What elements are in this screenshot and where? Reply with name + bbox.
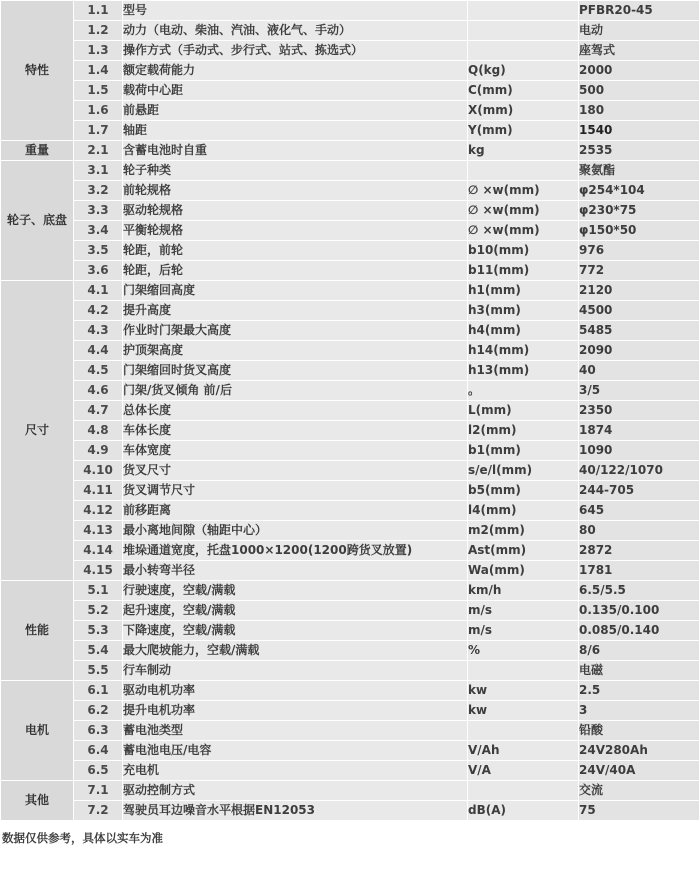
- row-value: 40: [579, 361, 699, 380]
- table-row: [1, 401, 699, 420]
- row-unit: l2(mm): [468, 421, 578, 440]
- table-row: [1, 21, 699, 40]
- row-label: 前移距离: [123, 501, 467, 520]
- row-unit: [468, 661, 578, 680]
- row-value: 1090: [579, 441, 699, 460]
- row-value: 772: [579, 261, 699, 280]
- table-row: [1, 361, 699, 380]
- row-code: 4.9: [74, 441, 122, 460]
- row-unit: m/s: [468, 601, 578, 620]
- row-label: 提升电机功率: [123, 701, 467, 720]
- table-row: [1, 61, 699, 80]
- row-group-label: 特性: [1, 1, 73, 140]
- row-label: 载荷中心距: [123, 81, 467, 100]
- row-label: 轴距: [123, 121, 467, 140]
- row-value: 180: [579, 101, 699, 120]
- table-row: [1, 761, 699, 780]
- row-unit: b11(mm): [468, 261, 578, 280]
- row-label: 行车制动: [123, 661, 467, 680]
- row-code: 1.1: [74, 1, 122, 20]
- row-code: 2.1: [74, 141, 122, 160]
- row-unit: km/h: [468, 581, 578, 600]
- row-code: 1.4: [74, 61, 122, 80]
- row-code: 4.10: [74, 461, 122, 480]
- table-row: [1, 241, 699, 260]
- row-code: 3.2: [74, 181, 122, 200]
- row-label: 轮距，前轮: [123, 241, 467, 260]
- row-code: 4.15: [74, 561, 122, 580]
- row-code: 4.3: [74, 321, 122, 340]
- row-value: 1540: [579, 121, 699, 140]
- row-value: 2090: [579, 341, 699, 360]
- row-label: 含蓄电池时自重: [123, 141, 467, 160]
- table-row: [1, 261, 699, 280]
- row-code: 1.3: [74, 41, 122, 60]
- row-value: 1781: [579, 561, 699, 580]
- table-row: [1, 441, 699, 460]
- table-row: [1, 741, 699, 760]
- table-row: [1, 1, 699, 20]
- row-group-label: 尺寸: [1, 281, 73, 580]
- row-unit: ∅ ×w(mm): [468, 221, 578, 240]
- row-value: 座驾式: [579, 41, 699, 60]
- row-unit: 。: [468, 381, 578, 400]
- row-code: 5.3: [74, 621, 122, 640]
- row-code: 4.13: [74, 521, 122, 540]
- row-code: 6.5: [74, 761, 122, 780]
- row-code: 3.4: [74, 221, 122, 240]
- table-row: [1, 41, 699, 60]
- row-code: 6.1: [74, 681, 122, 700]
- row-code: 4.1: [74, 281, 122, 300]
- row-code: 6.2: [74, 701, 122, 720]
- row-code: 5.1: [74, 581, 122, 600]
- row-unit: b5(mm): [468, 481, 578, 500]
- row-value: φ230*75: [579, 201, 699, 220]
- row-label: 车体长度: [123, 421, 467, 440]
- table-row: [1, 681, 699, 700]
- row-value: 645: [579, 501, 699, 520]
- row-code: 4.4: [74, 341, 122, 360]
- row-label: 驾驶员耳边噪音水平根据EN12053: [123, 801, 467, 820]
- row-value: φ254*104: [579, 181, 699, 200]
- row-code: 4.12: [74, 501, 122, 520]
- row-label: 货叉调节尺寸: [123, 481, 467, 500]
- row-code: 4.6: [74, 381, 122, 400]
- row-label: 行驶速度，空载/满载: [123, 581, 467, 600]
- row-label: 轮子种类: [123, 161, 467, 180]
- row-code: 3.1: [74, 161, 122, 180]
- table-row: [1, 621, 699, 640]
- row-label: 平衡轮规格: [123, 221, 467, 240]
- table-row: [1, 641, 699, 660]
- row-label: 最大爬坡能力，空载/满载: [123, 641, 467, 660]
- row-value: 80: [579, 521, 699, 540]
- row-code: 4.7: [74, 401, 122, 420]
- row-code: 7.2: [74, 801, 122, 820]
- table-body: [1, 1, 699, 820]
- row-value: 0.085/0.140: [579, 621, 699, 640]
- row-code: 4.14: [74, 541, 122, 560]
- row-unit: kw: [468, 681, 578, 700]
- row-value: 2872: [579, 541, 699, 560]
- row-label: 车体宽度: [123, 441, 467, 460]
- row-unit: Y(mm): [468, 121, 578, 140]
- row-unit: [468, 781, 578, 800]
- row-label: 动力（电动、柴油、汽油、液化气、手动）: [123, 21, 467, 40]
- row-label: 驱动控制方式: [123, 781, 467, 800]
- row-code: 3.6: [74, 261, 122, 280]
- table-row: [1, 661, 699, 680]
- row-code: 6.3: [74, 721, 122, 740]
- row-code: 5.5: [74, 661, 122, 680]
- row-value: 24V280Ah: [579, 741, 699, 760]
- table-row: [1, 81, 699, 100]
- row-code: 4.8: [74, 421, 122, 440]
- row-unit: X(mm): [468, 101, 578, 120]
- row-unit: V/A: [468, 761, 578, 780]
- table-row: [1, 161, 699, 180]
- row-value: 交流: [579, 781, 699, 800]
- row-value: 500: [579, 81, 699, 100]
- table-row: [1, 421, 699, 440]
- row-value: 电磁: [579, 661, 699, 680]
- row-code: 4.11: [74, 481, 122, 500]
- row-code: 6.4: [74, 741, 122, 760]
- row-label: 下降速度，空载/满载: [123, 621, 467, 640]
- row-unit: Ast(mm): [468, 541, 578, 560]
- table-row: [1, 521, 699, 540]
- row-unit: h1(mm): [468, 281, 578, 300]
- row-value: 4500: [579, 301, 699, 320]
- row-value: 8/6: [579, 641, 699, 660]
- row-unit: l4(mm): [468, 501, 578, 520]
- row-unit: L(mm): [468, 401, 578, 420]
- row-value: 5485: [579, 321, 699, 340]
- row-label: 门架缩回高度: [123, 281, 467, 300]
- row-label: 操作方式（手动式、步行式、站式、拣选式）: [123, 41, 467, 60]
- row-label: 驱动电机功率: [123, 681, 467, 700]
- table-row: [1, 481, 699, 500]
- row-unit: kw: [468, 701, 578, 720]
- table-row: [1, 321, 699, 340]
- row-unit: h14(mm): [468, 341, 578, 360]
- row-unit: dB(A): [468, 801, 578, 820]
- table-row: [1, 701, 699, 720]
- table-row: [1, 301, 699, 320]
- row-label: 起升速度，空载/满载: [123, 601, 467, 620]
- row-label: 提升高度: [123, 301, 467, 320]
- row-code: 4.5: [74, 361, 122, 380]
- table-row: [1, 781, 699, 800]
- row-label: 蓄电池类型: [123, 721, 467, 740]
- row-unit: b10(mm): [468, 241, 578, 260]
- footnote: 数据仅供参考，具体以实车为准: [2, 831, 163, 845]
- table-row: [1, 381, 699, 400]
- row-unit: ∅ ×w(mm): [468, 201, 578, 220]
- row-unit: [468, 41, 578, 60]
- table-row: [1, 501, 699, 520]
- row-unit: b1(mm): [468, 441, 578, 460]
- row-label: 轮距，后轮: [123, 261, 467, 280]
- row-unit: h4(mm): [468, 321, 578, 340]
- row-value: PFBR20-45: [579, 1, 699, 20]
- table-row: [1, 581, 699, 600]
- table-row: [1, 561, 699, 580]
- row-code: 1.5: [74, 81, 122, 100]
- row-label: 门架/货叉倾角 前/后: [123, 381, 467, 400]
- table-row: [1, 281, 699, 300]
- table-row: [1, 141, 699, 160]
- table-row: [1, 101, 699, 120]
- row-code: 1.6: [74, 101, 122, 120]
- row-unit: [468, 21, 578, 40]
- row-label: 额定载荷能力: [123, 61, 467, 80]
- row-value: φ150*50: [579, 221, 699, 240]
- table-row: [1, 601, 699, 620]
- row-unit: %: [468, 641, 578, 660]
- row-value: 2000: [579, 61, 699, 80]
- table-row: [1, 221, 699, 240]
- table-row: [1, 461, 699, 480]
- row-code: 7.1: [74, 781, 122, 800]
- row-code: 4.2: [74, 301, 122, 320]
- row-unit: s/e/l(mm): [468, 461, 578, 480]
- row-value: 75: [579, 801, 699, 820]
- row-value: 244-705: [579, 481, 699, 500]
- row-value: 2535: [579, 141, 699, 160]
- row-value: 0.135/0.100: [579, 601, 699, 620]
- row-unit: V/Ah: [468, 741, 578, 760]
- row-value: 40/122/1070: [579, 461, 699, 480]
- row-label: 型号: [123, 1, 467, 20]
- row-value: 24V/40A: [579, 761, 699, 780]
- row-group-label: 性能: [1, 581, 73, 680]
- row-value: 976: [579, 241, 699, 260]
- row-label: 驱动轮规格: [123, 201, 467, 220]
- row-value: 2.5: [579, 681, 699, 700]
- row-label: 总体长度: [123, 401, 467, 420]
- row-unit: m/s: [468, 621, 578, 640]
- row-value: 3/5: [579, 381, 699, 400]
- row-group-label: 电机: [1, 681, 73, 780]
- row-unit: h3(mm): [468, 301, 578, 320]
- row-unit: Wa(mm): [468, 561, 578, 580]
- row-unit: h13(mm): [468, 361, 578, 380]
- table-row: [1, 201, 699, 220]
- row-code: 5.2: [74, 601, 122, 620]
- row-label: 货叉尺寸: [123, 461, 467, 480]
- row-label: 最小离地间隙（轴距中心）: [123, 521, 467, 540]
- row-group-label: 其他: [1, 781, 73, 820]
- row-value: 聚氨酯: [579, 161, 699, 180]
- row-label: 充电机: [123, 761, 467, 780]
- row-unit: ∅ ×w(mm): [468, 181, 578, 200]
- row-value: 2350: [579, 401, 699, 420]
- row-unit: Q(kg): [468, 61, 578, 80]
- row-value: 2120: [579, 281, 699, 300]
- row-code: 3.5: [74, 241, 122, 260]
- row-label: 前轮规格: [123, 181, 467, 200]
- row-unit: m2(mm): [468, 521, 578, 540]
- table-row: [1, 721, 699, 740]
- row-label: 堆垛通道宽度，托盘1000×1200(1200跨货叉放置): [123, 541, 467, 560]
- row-group-label: 轮子、底盘: [1, 161, 73, 280]
- row-value: 3: [579, 701, 699, 720]
- row-group-label: 重量: [1, 141, 73, 160]
- row-code: 1.7: [74, 121, 122, 140]
- table-row: [1, 121, 699, 140]
- table-row: [1, 541, 699, 560]
- row-value: 6.5/5.5: [579, 581, 699, 600]
- row-value: 铅酸: [579, 721, 699, 740]
- table-row: [1, 181, 699, 200]
- row-unit: C(mm): [468, 81, 578, 100]
- table-row: [1, 801, 699, 820]
- row-label: 门架缩回时货叉高度: [123, 361, 467, 380]
- row-unit: kg: [468, 141, 578, 160]
- row-label: 最小转弯半径: [123, 561, 467, 580]
- row-label: 护顶架高度: [123, 341, 467, 360]
- row-code: 3.3: [74, 201, 122, 220]
- row-value: 1874: [579, 421, 699, 440]
- row-code: 1.2: [74, 21, 122, 40]
- row-code: 5.4: [74, 641, 122, 660]
- row-unit: [468, 721, 578, 740]
- row-unit: [468, 1, 578, 20]
- table-row: [1, 341, 699, 360]
- row-value: 电动: [579, 21, 699, 40]
- row-label: 作业时门架最大高度: [123, 321, 467, 340]
- row-unit: [468, 161, 578, 180]
- row-label: 前悬距: [123, 101, 467, 120]
- row-label: 蓄电池电压/电容: [123, 741, 467, 760]
